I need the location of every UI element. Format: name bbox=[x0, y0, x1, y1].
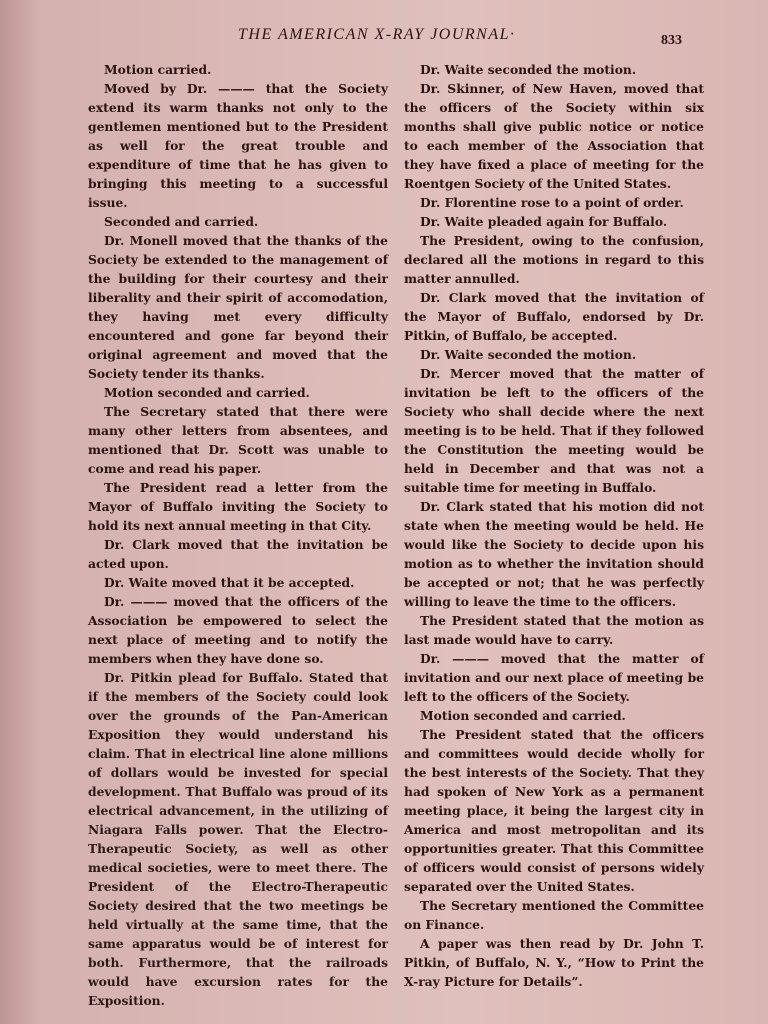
paragraph: Motion seconded and carried. bbox=[104, 385, 310, 400]
paragraph: Dr. Waite moved that it be accepted. bbox=[104, 575, 355, 590]
paragraph: Dr. Clark moved that the invitation be acted upon. bbox=[88, 537, 388, 571]
paragraph: Dr. Monell moved that the thanks of the Society be extended to the management of the building for their courtesy and their liberality and their spirit of accomodation, they having met every difficulty encountered and gone far beyond their original agreement and moved that the Society tender its thanks. bbox=[88, 233, 388, 381]
paragraph: Dr. Pitkin plead for Buffalo. Stated that if the members of the Society could look over the grounds of the Pan-American Exposition they would understand his claim. That in electrical line alone millions of dollars would be invested for special development. That Buffalo was proud of its electrical advancement, in the utilizing of Niagara Falls power. That the Electro-Therapeutic Society, as well as other medical societies, were to meet there. The President of the Electro-Therapeutic Society desired that the two meetings be held virtually at the same time, that the same apparatus would be of interest for both. Furthermore, that the railroads would have excursion rates for the Exposition. bbox=[88, 670, 388, 1008]
paragraph: Dr. ——— moved that the matter of invitation and our next place of meeting be left to the officers of the Society. bbox=[404, 651, 704, 704]
paragraph: Motion seconded and carried. bbox=[420, 708, 626, 723]
paragraph: The President read a letter from the Mayor of Buffalo inviting the Society to hold its next annual meeting in that City. bbox=[88, 480, 388, 533]
paragraph: Dr. Clark stated that his motion did not state when the meeting would be held. He would like the Society to decide upon his motion as to whether the invitation should be accepted or not; that he was perfectly willing to leave the time to the officers. bbox=[404, 499, 704, 609]
paragraph: The Secretary stated that there were many other letters from absentees, and mentioned that Dr. Scott was unable to come and read his paper. bbox=[88, 404, 388, 476]
text-columns bbox=[88, 60, 704, 1010]
paragraph: Dr. Waite pleaded again for Buffalo. bbox=[420, 214, 668, 229]
paragraph: Dr. ——— moved that the officers of the Association be empowered to select the next place of meeting and to notify the members when they have done so. bbox=[88, 594, 388, 666]
paragraph: The President, owing to the confusion, declared all the motions in regard to this matter annulled. bbox=[404, 233, 704, 286]
paragraph: The Secretary mentioned the Committee on Finance. bbox=[404, 898, 704, 932]
paragraph: Moved by Dr. ——— that the Society extend its warm thanks not only to the gentlemen mentioned but to the President as well for the great trouble and expenditure of time that he has given to bringing this meeting to a successful issue. bbox=[88, 81, 388, 210]
paragraph: The President stated that the officers and committees would decide wholly for the best interests of the Society. That they had spoken of New York as a permanent meeting place, it being the largest city in America and most metropolitan and its opportunities greater. That this Committee of officers would consist of persons widely separated over the United States. bbox=[404, 727, 704, 894]
running-title: THE AMERICAN X-RAY JOURNAL· bbox=[238, 26, 516, 43]
paragraph: Dr. Waite seconded the motion. bbox=[420, 62, 637, 77]
paragraph: Dr. Waite seconded the motion. bbox=[420, 347, 637, 362]
paragraph: Dr. Florentine rose to a point of order. bbox=[420, 195, 684, 210]
paragraph: Motion carried. bbox=[104, 62, 212, 77]
paragraph: A paper was then read by Dr. John T. Pitkin, of Buffalo, N. Y., “How to Print the X-ray Picture for Details”. bbox=[404, 936, 704, 989]
paragraph: The President stated that the motion as last made would have to carry. bbox=[404, 613, 704, 647]
paragraph: Dr. Mercer moved that the matter of invitation be left to the officers of the Society who shall decide where the next meeting is to be held. That if they followed the Constitution the meeting would be held in December and that was not a suitable time for meeting in Buffalo. bbox=[404, 366, 704, 495]
paragraph: Dr. Clark moved that the invitation of the Mayor of Buffalo, endorsed by Dr. Pitkin, of Buffalo, be accepted. bbox=[404, 290, 704, 343]
paragraph: Dr. Skinner, of New Haven, moved that the officers of the Society within six months shall give public notice or notice to each member of the Association that they have fixed a place of meeting for the Roentgen Society of the United States. bbox=[404, 81, 704, 191]
right-column bbox=[404, 60, 704, 991]
page-header bbox=[0, 26, 768, 54]
paragraph: Seconded and carried. bbox=[104, 214, 259, 229]
left-column bbox=[88, 60, 388, 1010]
page-number: 833 bbox=[661, 33, 682, 48]
